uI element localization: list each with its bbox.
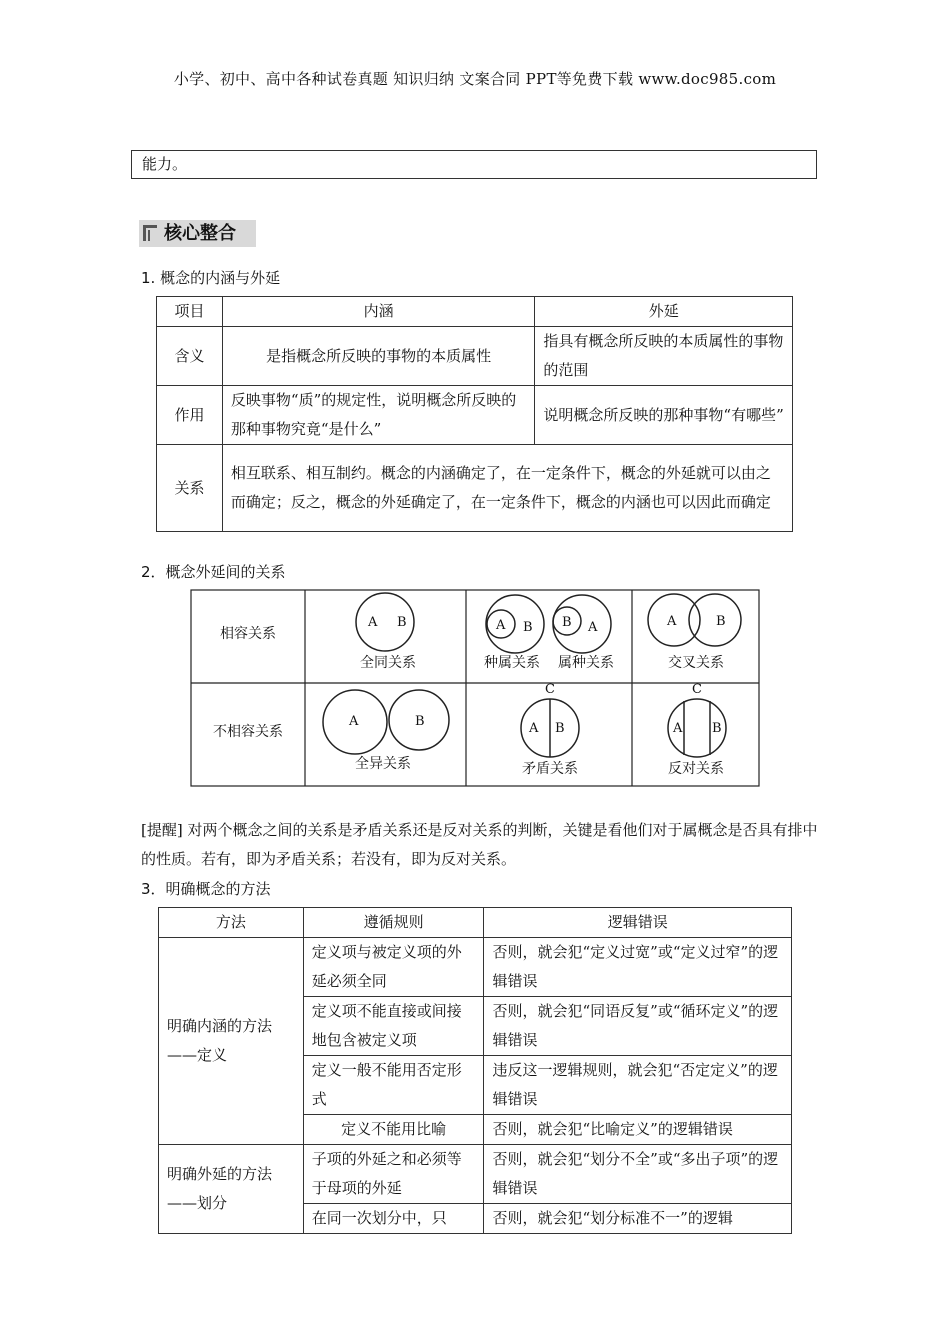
overlap-caption: 交叉关系 <box>668 655 724 671</box>
t3-header-error: 逻辑错误 <box>484 908 792 938</box>
genus-label-b: B <box>523 620 533 635</box>
t3-rule: 在同一次划分中，只 <box>303 1204 484 1234</box>
s3-title: 3．明确概念的方法 <box>141 880 271 898</box>
t1-header-connotation: 内涵 <box>222 297 535 327</box>
t3-rule: 子项的外延之和必须等于母项的外延 <box>303 1145 484 1204</box>
top-box: 能力。 <box>131 150 817 179</box>
t3-error: 违反这一逻辑规则，就会犯“否定定义”的逻辑错误 <box>484 1056 792 1115</box>
contrary-caption: 反对关系 <box>668 761 724 777</box>
contradictory-label-a: A <box>529 721 539 736</box>
t3-header-rule: 遵循规则 <box>303 908 484 938</box>
t1-header-item: 项目 <box>157 297 223 327</box>
contradictory-caption: 矛盾关系 <box>522 761 578 777</box>
page-header: 小学、初中、高中各种试卷真题 知识归纳 文案合同 PPT等免费下载 www.doc985.com <box>173 70 777 88</box>
contradictory-label-b: B <box>555 721 565 736</box>
contrary-label-c: C <box>692 682 702 697</box>
t3-group-division: 明确外延的方法——划分 <box>159 1145 304 1234</box>
t3-group-definition: 明确内涵的方法——定义 <box>159 938 304 1145</box>
disjoint-caption: 全异关系 <box>355 756 411 772</box>
connotation-extension-table <box>156 296 793 532</box>
t3-rule: 定义项不能直接或间接地包含被定义项 <box>303 997 484 1056</box>
relations-diagram <box>190 589 761 789</box>
identical-label-b: B <box>397 615 407 630</box>
t1-row-relation: 相互联系、相互制约。概念的内涵确定了，在一定条件下，概念的外延就可以由之而确定；反之，概念的外延确定了，在一定条件下，概念的内涵也可以因此而确定 <box>222 445 792 532</box>
t3-error: 否则，就会犯“同语反复”或“循环定义”的逻辑错误 <box>484 997 792 1056</box>
disjoint-label-a: A <box>349 714 359 729</box>
t3-rule: 定义一般不能用否定形式 <box>303 1056 484 1115</box>
identical-label-a: A <box>368 615 378 630</box>
reminder-text: 对两个概念之间的关系是矛盾关系还是反对关系的判断，关键是看他们对于属概念是否具有排中的性质。若有，即为矛盾关系；若没有，即为反对关系。 <box>141 821 818 868</box>
contrary-label-b: B <box>712 721 722 736</box>
contradictory-label-c: C <box>545 682 555 697</box>
section-bar-icon <box>143 225 157 241</box>
t1-row-item: 关系 <box>157 445 223 532</box>
species-label-b: B <box>562 615 572 630</box>
identical-caption: 全同关系 <box>360 655 416 671</box>
t1-row-item: 作用 <box>157 386 223 445</box>
overlap-label-a: A <box>667 614 677 629</box>
compatible-label: 相容关系 <box>220 626 276 642</box>
section-title: 核心整合 <box>164 223 236 244</box>
t3-header-method: 方法 <box>159 908 304 938</box>
genus-caption: 种属关系 <box>484 655 540 671</box>
overlap-circle-b <box>689 594 741 646</box>
species-caption: 属种关系 <box>558 655 614 671</box>
t3-rule: 定义不能用比喻 <box>303 1115 484 1145</box>
t1-row-item: 含义 <box>157 327 223 386</box>
reminder-tag: [提醒] <box>141 821 183 839</box>
reminder-note <box>141 816 821 874</box>
t3-error: 否则，就会犯“定义过宽”或“定义过窄”的逻辑错误 <box>484 938 792 997</box>
t1-row-connotation: 反映事物“质”的规定性，说明概念所反映的那种事物究竟“是什么” <box>222 386 535 445</box>
t1-row-extension: 说明概念所反映的那种事物“有哪些” <box>535 386 793 445</box>
section-badge <box>139 220 256 247</box>
s1-title: 1. 概念的内涵与外延 <box>141 269 281 287</box>
t1-row-connotation: 是指概念所反映的事物的本质属性 <box>222 327 535 386</box>
t3-error: 否则，就会犯“比喻定义”的逻辑错误 <box>484 1115 792 1145</box>
incompatible-label: 不相容关系 <box>213 724 283 740</box>
methods-table <box>158 907 792 1234</box>
s2-title: 2．概念外延间的关系 <box>141 563 286 581</box>
genus-label-a: A <box>496 618 506 633</box>
t3-rule: 定义项与被定义项的外延必须全同 <box>303 938 484 997</box>
disjoint-label-b: B <box>415 714 425 729</box>
species-label-a: A <box>588 620 598 635</box>
contrary-label-a: A <box>673 721 683 736</box>
t3-error: 否则，就会犯“划分不全”或“多出子项”的逻辑错误 <box>484 1145 792 1204</box>
t1-row-extension: 指具有概念所反映的本质属性的事物的范围 <box>535 327 793 386</box>
overlap-label-b: B <box>716 614 726 629</box>
t1-header-extension: 外延 <box>535 297 793 327</box>
t3-error: 否则，就会犯“划分标准不一”的逻辑 <box>484 1204 792 1234</box>
